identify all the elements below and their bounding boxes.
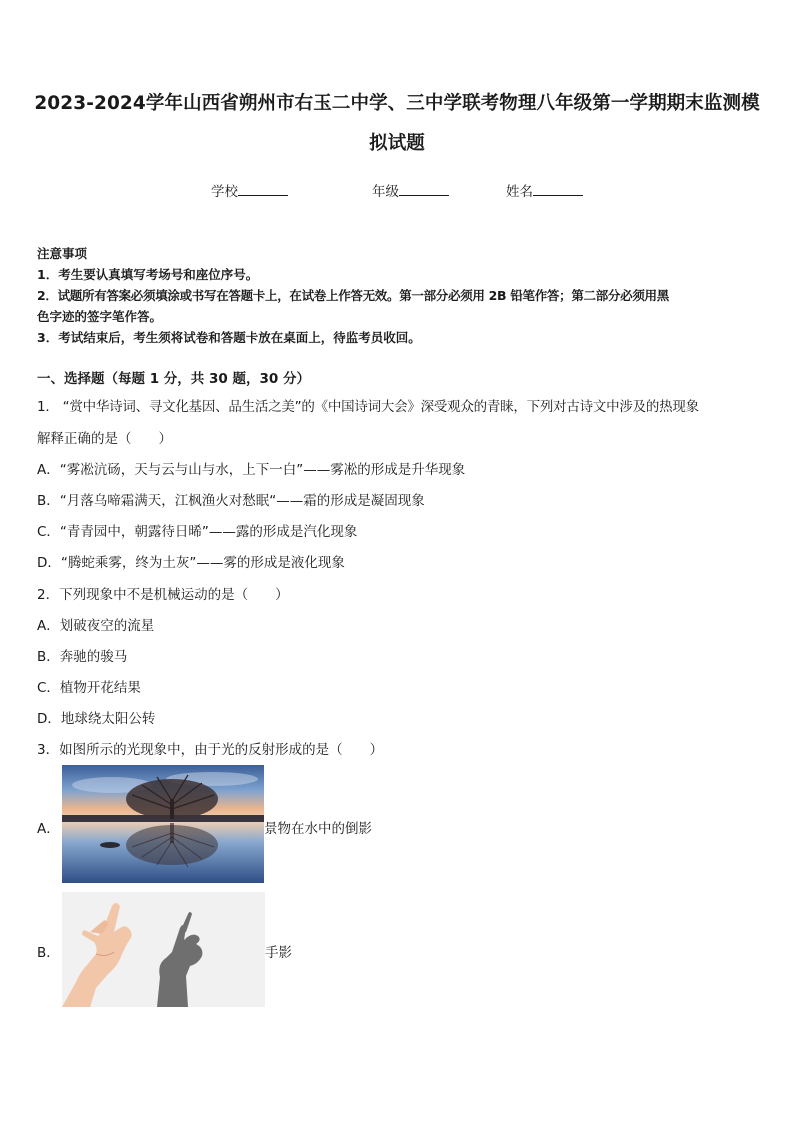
school-field[interactable] (211, 180, 288, 200)
notice-item: 色字迹的签字笔作答。 (37, 309, 163, 324)
notice-item: 2．试题所有答案必须填涂或书写在答题卡上，在试卷上作答无效。第一部分必须用 2B 铅笔作答；第二部分必须用黑 (37, 288, 669, 303)
notice-heading: 注意事项 (37, 246, 88, 261)
q1-stem-cont: 解释正确的是（ ） (37, 431, 172, 447)
notice-item: 1．考生要认真填写考场号和座位序号。 (37, 267, 259, 282)
q2-option-a[interactable]: A．划破夜空的流星 (37, 618, 155, 634)
exam-title (30, 84, 764, 164)
reflection-image (62, 765, 264, 883)
reflection-photo (62, 765, 264, 883)
name-field[interactable] (506, 180, 583, 200)
name-blank[interactable] (533, 181, 583, 196)
student-info-row (0, 180, 794, 202)
q1-option-d[interactable]: D．“腾蛇乘雾，终为土灰”——雾的形成是液化现象 (37, 555, 345, 571)
hand-shadow-image (62, 892, 265, 1007)
q1-stem: 1． “赏中华诗词、寻文化基因、品生活之美”的《中国诗词大会》深受观众的青睐，下列对古诗文中涉及的热现象 (37, 399, 699, 415)
q3-option-b-caption[interactable]: 手影 (265, 945, 292, 961)
q2-option-c[interactable]: C．植物开花结果 (37, 680, 141, 696)
q2-stem: 2．下列现象中不是机械运动的是（ ） (37, 587, 289, 603)
school-label: 学校 (211, 184, 238, 200)
exam-title-line1: 2023-2024学年山西省朔州市右玉二中学、三中学联考物理八年级第一学期期末监测模 (34, 93, 760, 114)
q3-option-b-letter[interactable]: B． (37, 945, 60, 961)
grade-blank[interactable] (399, 181, 449, 196)
q3-option-a-letter[interactable]: A． (37, 821, 60, 837)
q3-option-a-caption[interactable]: 景物在水中的倒影 (264, 821, 372, 837)
name-label: 姓名 (506, 184, 533, 200)
q1-option-c[interactable]: C．“青青园中，朝露待日晞”——露的形成是汽化现象 (37, 524, 358, 540)
q1-option-a[interactable]: A．“雾凇沆砀，天与云与山与水，上下一白”——雾凇的形成是升华现象 (37, 462, 466, 478)
notice-item: 3．考试结束后，考生须将试卷和答题卡放在桌面上，待监考员收回。 (37, 330, 421, 345)
q1-option-b[interactable]: B．“月落乌啼霜满天，江枫渔火对愁眠“——霜的形成是凝固现象 (37, 493, 425, 509)
section-heading: 一、选择题（每题 1 分，共 30 题，30 分） (37, 371, 310, 387)
q3-stem: 3．如图所示的光现象中，由于光的反射形成的是（ ） (37, 742, 384, 758)
grade-label: 年级 (372, 184, 399, 200)
notice-block (37, 243, 761, 348)
hand-shadow-photo (62, 892, 265, 1007)
exam-title-line2: 拟试题 (369, 133, 425, 154)
q2-option-d[interactable]: D．地球绕太阳公转 (37, 711, 156, 727)
q2-option-b[interactable]: B．奔驰的骏马 (37, 649, 128, 665)
school-blank[interactable] (238, 181, 288, 196)
grade-field[interactable] (372, 180, 449, 200)
